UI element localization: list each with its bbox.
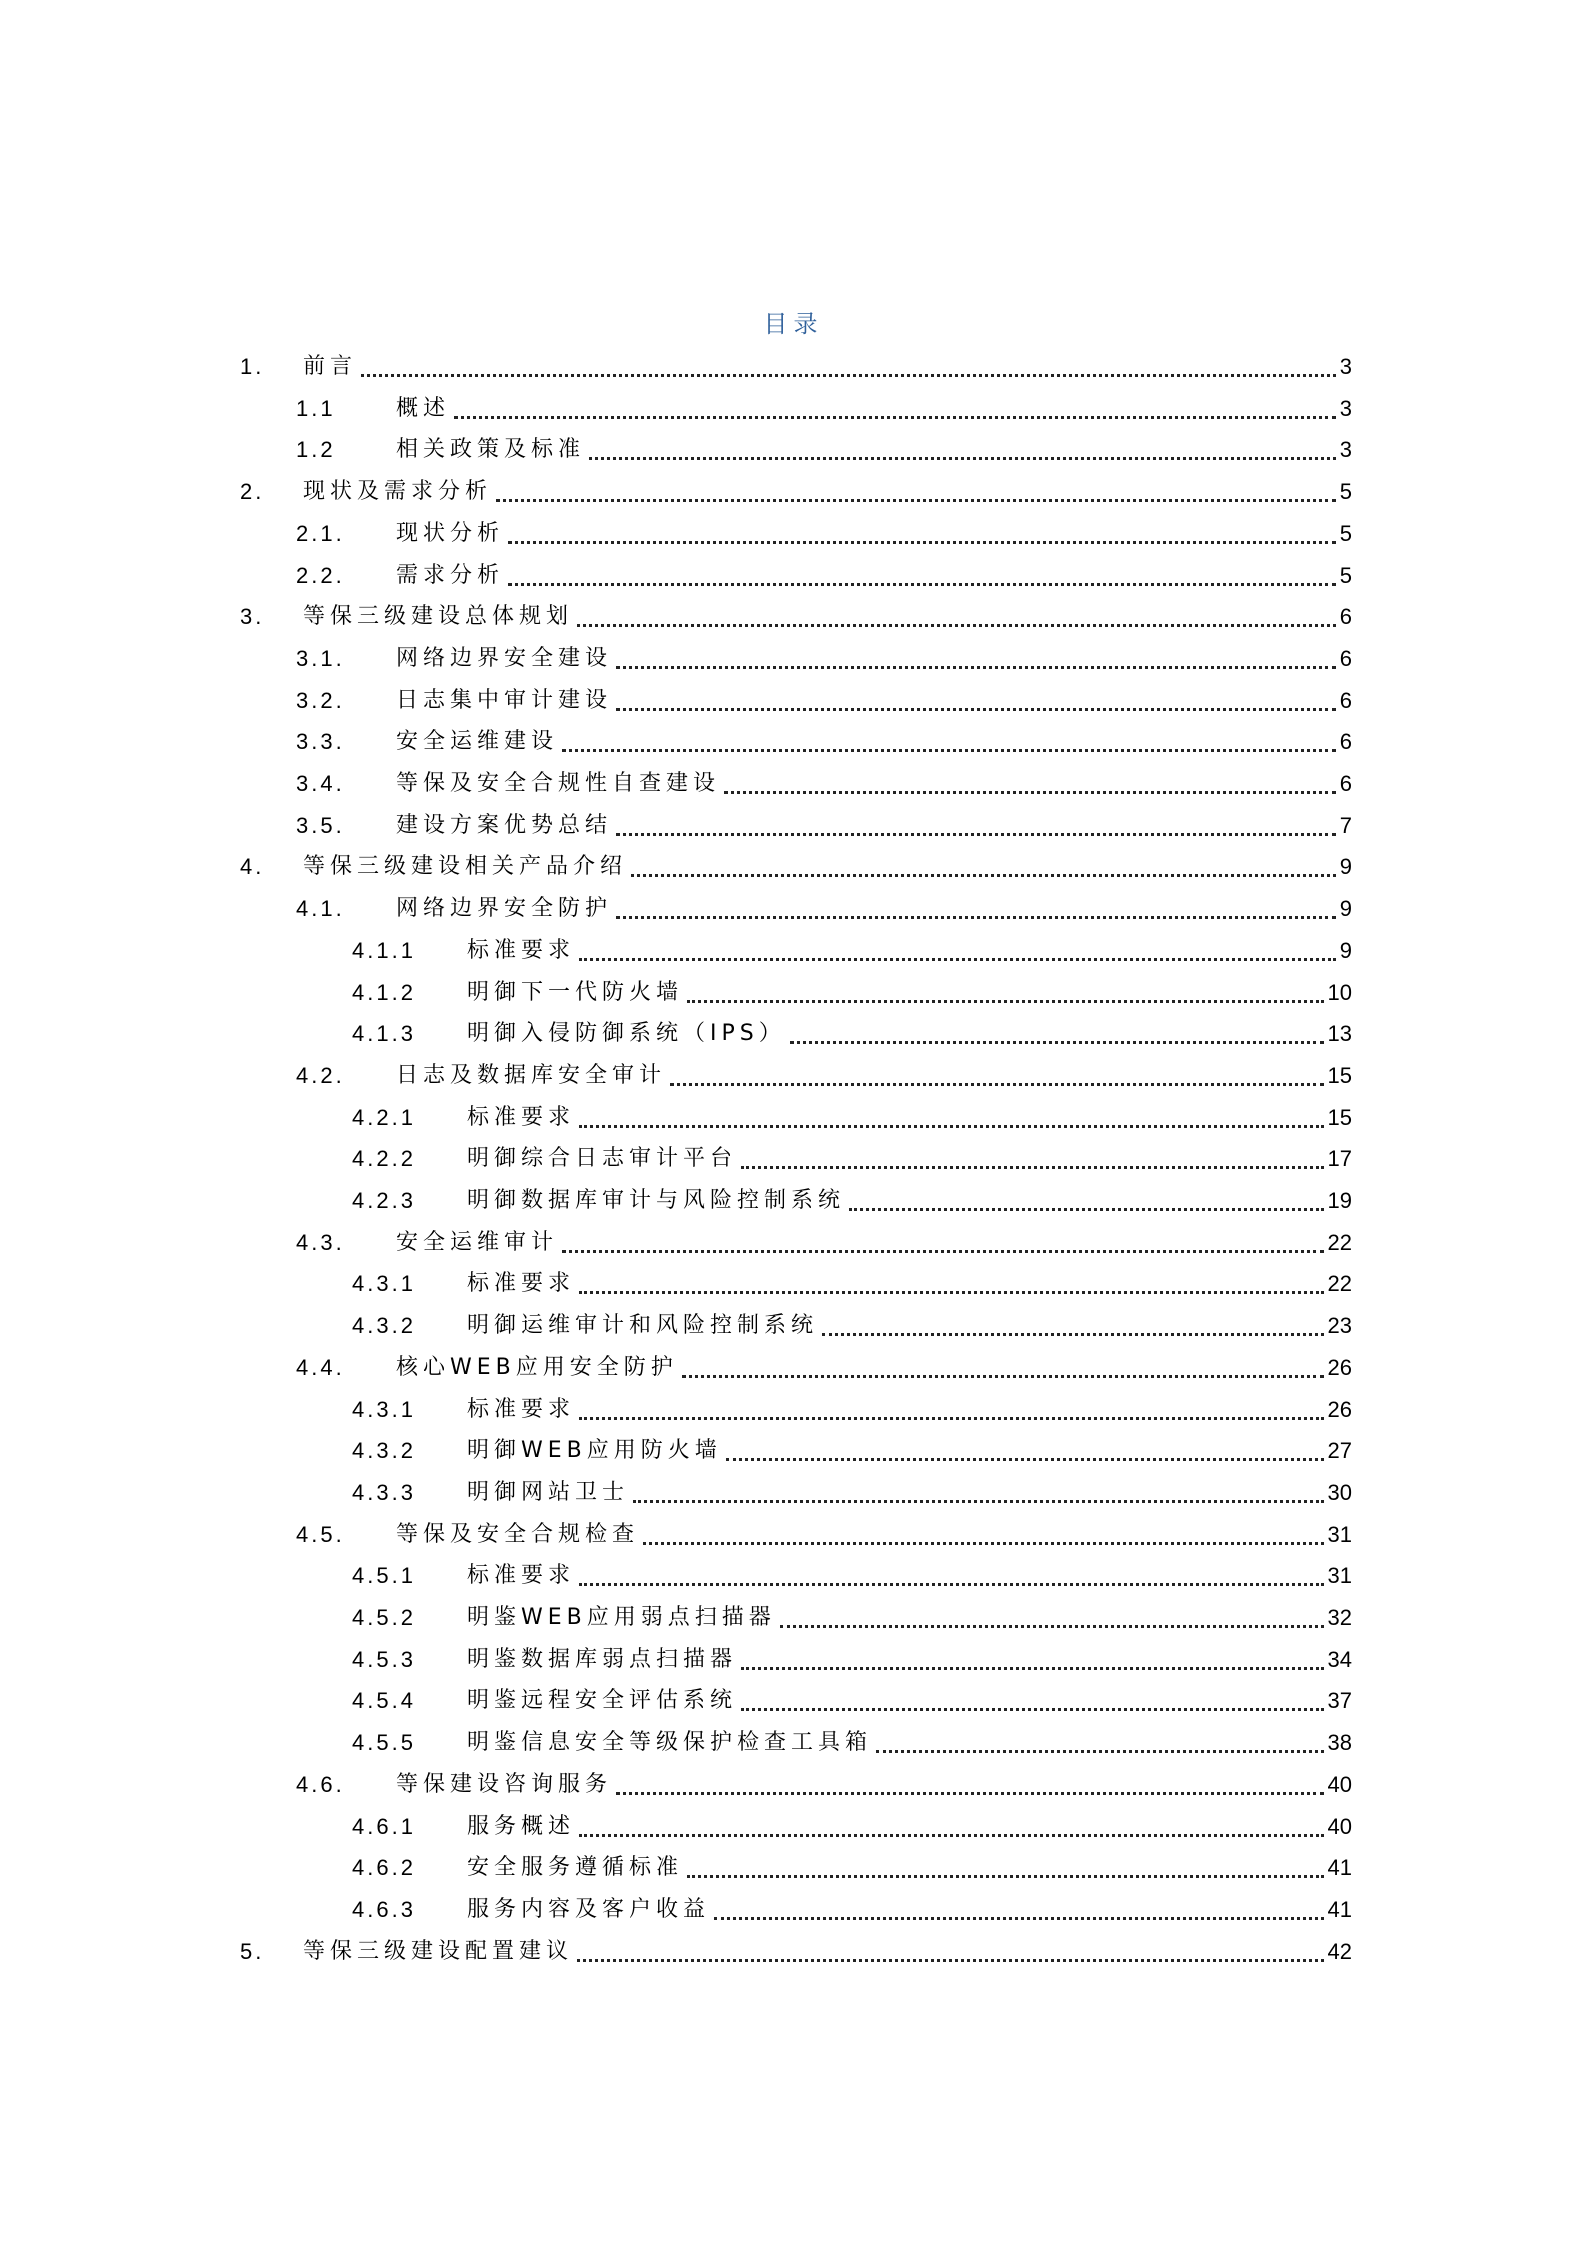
toc-entry[interactable] (0, 433, 1352, 467)
toc-entry-number: 4.3.1 (352, 1271, 416, 1297)
toc-entry-label-wrap (396, 1059, 668, 1093)
dot-leader (876, 1726, 1324, 1760)
toc-entry-title[interactable]: 明御下一代防火墙 (467, 976, 685, 1010)
toc-entry-page-number[interactable]: 17 (1326, 1142, 1352, 1176)
toc-entry-label-wrap (396, 725, 560, 759)
dot-leader (579, 1559, 1324, 1593)
toc-entry-number: 4.6.2 (352, 1855, 416, 1881)
toc-entry-title[interactable]: 概述 (396, 392, 452, 426)
dot-leader (577, 1935, 1324, 1969)
toc-entry-label-wrap (396, 642, 614, 676)
toc-entry-title[interactable]: 明御网站卫士 (467, 1476, 631, 1510)
toc-entry-page-number[interactable]: 9 (1338, 850, 1352, 884)
dot-leader (579, 1101, 1324, 1135)
toc-entry[interactable] (0, 1309, 1352, 1343)
toc-entry-title[interactable]: 标准要求 (467, 1393, 577, 1427)
toc-entry[interactable] (0, 642, 1352, 676)
dot-leader (562, 725, 1336, 759)
toc-entry-number: 1.2 (296, 437, 336, 463)
toc-entry-page-number[interactable]: 26 (1326, 1393, 1352, 1427)
toc-entry-title[interactable]: 明御入侵防御系统（IPS） (467, 1017, 788, 1051)
dot-leader (687, 1851, 1324, 1885)
dot-leader (579, 934, 1336, 968)
toc-entry-page-number[interactable]: 10 (1326, 976, 1352, 1010)
toc-entry-title[interactable]: 等保三级建设配置建议 (303, 1935, 575, 1969)
toc-entry-label-wrap (396, 1226, 560, 1260)
toc-entry-label-wrap (467, 1810, 577, 1844)
dot-leader (631, 850, 1336, 884)
toc-entry-number: 4.2.1 (352, 1104, 416, 1130)
dot-leader (577, 600, 1336, 634)
toc-entry-label-wrap (396, 433, 587, 467)
toc-entry-title[interactable]: 标准要求 (467, 1267, 577, 1301)
toc-entry-label-wrap (396, 392, 452, 426)
toc-entry-page-number[interactable]: 42 (1326, 1935, 1352, 1969)
toc-entry-title[interactable]: 日志及数据库安全审计 (396, 1059, 668, 1093)
toc-entry-number: 3.1. (296, 645, 345, 671)
toc-entry-number: 4.4. (296, 1354, 345, 1380)
toc-entry-title[interactable]: 标准要求 (467, 1101, 577, 1135)
toc-entry-label-wrap (303, 350, 359, 384)
toc-entry-number: 4.5.5 (352, 1730, 416, 1756)
dot-leader (616, 809, 1336, 843)
toc-entry-label-wrap (467, 1684, 739, 1718)
toc-entry[interactable] (0, 559, 1352, 593)
dot-leader (616, 642, 1336, 676)
toc-entry-page-number[interactable]: 27 (1326, 1434, 1352, 1468)
toc-entry[interactable] (0, 1893, 1352, 1927)
toc-entry-page-number[interactable]: 15 (1326, 1101, 1352, 1135)
toc-entry-page-number[interactable]: 22 (1326, 1267, 1352, 1301)
toc-entry-number: 4.5.3 (352, 1646, 416, 1672)
toc-entry-title[interactable]: 明御运维审计和风险控制系统 (467, 1309, 820, 1343)
toc-entry-label-wrap (467, 1601, 778, 1635)
toc-entry[interactable] (0, 684, 1352, 718)
toc-entry-page-number[interactable]: 34 (1326, 1643, 1352, 1677)
toc-entry-page-number[interactable]: 41 (1326, 1851, 1352, 1885)
dot-leader (741, 1142, 1324, 1176)
dot-leader (741, 1684, 1324, 1718)
toc-entry-page-number[interactable]: 13 (1326, 1017, 1352, 1051)
toc-entry-label-wrap (467, 1559, 577, 1593)
toc-entry-page-number[interactable]: 40 (1326, 1810, 1352, 1844)
toc-entry-number: 4.3.2 (352, 1313, 416, 1339)
toc-entry[interactable] (0, 1559, 1352, 1593)
toc-entry-label-wrap (467, 934, 577, 968)
toc-entry-number: 3.4. (296, 771, 345, 796)
dot-leader (616, 1768, 1324, 1802)
toc-entry-label-wrap (467, 1643, 739, 1677)
toc-entry-title[interactable]: 安全运维审计 (396, 1226, 560, 1260)
toc-entry-title[interactable]: 现状及需求分析 (303, 475, 494, 509)
toc-entry[interactable] (0, 809, 1352, 843)
toc-entry-page-number[interactable]: 5 (1338, 559, 1352, 593)
toc-entry-page-number[interactable]: 30 (1326, 1476, 1352, 1510)
dot-leader (562, 1226, 1324, 1260)
toc-entry-page-number[interactable]: 6 (1338, 767, 1352, 801)
toc-entry[interactable] (0, 1184, 1352, 1218)
toc-entry-title[interactable]: 等保及安全合规检查 (396, 1518, 641, 1552)
toc-entry-number: 2. (240, 479, 265, 505)
toc-entry-title[interactable]: 现状分析 (396, 517, 506, 551)
toc-entry-page-number[interactable]: 31 (1326, 1559, 1352, 1593)
toc-entry-label-wrap (396, 559, 506, 593)
toc-entry-label-wrap (303, 850, 629, 884)
toc-entry-number: 4.3.1 (352, 1396, 416, 1422)
toc-entry-label-wrap (396, 1518, 641, 1552)
toc-entry[interactable] (0, 976, 1352, 1010)
dot-leader (724, 767, 1336, 801)
toc-entry-page-number[interactable]: 15 (1326, 1059, 1352, 1093)
toc-entry[interactable] (0, 475, 1352, 509)
toc-entry-page-number[interactable]: 7 (1338, 809, 1352, 843)
toc-entry-title[interactable]: 等保三级建设相关产品介绍 (303, 850, 629, 884)
toc-entry-title[interactable]: 明鉴数据库弱点扫描器 (467, 1643, 739, 1677)
toc-entry-number: 3.5. (296, 812, 345, 838)
toc-entry[interactable] (0, 934, 1352, 968)
toc-entry-label-wrap (396, 1351, 680, 1385)
toc-entry-page-number[interactable]: 9 (1338, 892, 1352, 926)
dot-leader (849, 1184, 1324, 1218)
toc-entry[interactable] (0, 1101, 1352, 1135)
toc-entry-label-wrap (396, 809, 614, 843)
dot-leader (741, 1643, 1324, 1677)
dot-leader (616, 684, 1336, 718)
toc-entry-page-number[interactable]: 6 (1338, 600, 1352, 634)
toc-entry-label-wrap (303, 600, 575, 634)
toc-entry-label-wrap (396, 767, 722, 801)
toc-entry-label-wrap (467, 1393, 577, 1427)
toc-entry-number: 4.5. (296, 1521, 345, 1547)
toc-entry-page-number[interactable]: 3 (1338, 392, 1352, 426)
toc-entry-number: 4.1.2 (352, 979, 416, 1005)
toc-entry[interactable] (0, 1601, 1352, 1635)
toc-entry[interactable] (0, 892, 1352, 926)
toc-entry-number: 4.1.3 (352, 1021, 416, 1047)
toc-entry[interactable] (0, 350, 1352, 384)
toc-entry-label-wrap (467, 1434, 724, 1468)
toc-entry-title[interactable]: 需求分析 (396, 559, 506, 593)
toc-entry[interactable] (0, 1476, 1352, 1510)
toc-entry-title[interactable]: 安全运维建设 (396, 725, 560, 759)
dot-leader (496, 475, 1336, 509)
toc-entry-title[interactable]: 前言 (303, 350, 359, 384)
toc-entry-label-wrap (467, 1017, 788, 1051)
toc-entry[interactable] (0, 1351, 1352, 1385)
toc-entry-number: 4.1.1 (352, 937, 416, 963)
toc-entry-page-number[interactable]: 31 (1326, 1518, 1352, 1552)
toc-entry-number: 4.5.1 (352, 1563, 416, 1589)
toc-entry-title[interactable]: 网络边界安全防护 (396, 892, 614, 926)
dot-leader (579, 1267, 1324, 1301)
toc-entry[interactable] (0, 1142, 1352, 1176)
toc-entry-title[interactable]: 明鉴信息安全等级保护检查工具箱 (467, 1726, 874, 1760)
toc-entry-page-number[interactable]: 26 (1326, 1351, 1352, 1385)
toc-entry[interactable] (0, 1267, 1352, 1301)
toc-entry-title[interactable]: 明御WEB应用防火墙 (467, 1434, 724, 1468)
toc-entry-title[interactable]: 明鉴WEB应用弱点扫描器 (467, 1601, 778, 1635)
toc-entry-page-number[interactable]: 19 (1326, 1184, 1352, 1218)
toc-entry[interactable] (0, 725, 1352, 759)
toc-entry-page-number[interactable]: 3 (1338, 433, 1352, 467)
toc-entry-title[interactable]: 明御数据库审计与风险控制系统 (467, 1184, 847, 1218)
toc-entry-number: 4.3.2 (352, 1438, 416, 1464)
dot-leader (714, 1893, 1324, 1927)
toc-entry-page-number[interactable]: 5 (1338, 517, 1352, 551)
toc-entry-number: 1.1 (296, 395, 336, 421)
toc-entry-title[interactable]: 建设方案优势总结 (396, 809, 614, 843)
toc-entry-page-number[interactable]: 23 (1326, 1309, 1352, 1343)
toc-entry-title[interactable]: 等保及安全合规性自查建设 (396, 767, 722, 801)
toc-entry-page-number[interactable]: 38 (1326, 1726, 1352, 1760)
toc-entry-label-wrap (467, 1851, 685, 1885)
toc-entry-page-number[interactable]: 6 (1338, 725, 1352, 759)
toc-entry-number: 4.1. (296, 896, 345, 922)
toc-entry-number: 4.5.4 (352, 1688, 416, 1714)
toc-entry-title[interactable]: 网络边界安全建设 (396, 642, 614, 676)
dot-leader (726, 1434, 1324, 1468)
toc-entry[interactable] (0, 1851, 1352, 1885)
toc-entry-number: 3.2. (296, 687, 345, 713)
toc-entry-number: 4.5.2 (352, 1605, 416, 1630)
toc-entry-number: 4. (240, 854, 265, 880)
toc-entry-page-number[interactable]: 37 (1326, 1684, 1352, 1718)
toc-entry[interactable] (0, 1643, 1352, 1677)
dot-leader (579, 1393, 1324, 1427)
toc-entry-label-wrap (467, 1142, 739, 1176)
toc-entry-title[interactable]: 服务概述 (467, 1810, 577, 1844)
toc-entry-title[interactable]: 服务内容及客户收益 (467, 1893, 712, 1927)
toc-entry-label-wrap (467, 1309, 820, 1343)
toc-entry-title[interactable]: 日志集中审计建设 (396, 684, 614, 718)
dot-leader (687, 976, 1324, 1010)
dot-leader (579, 1810, 1324, 1844)
toc-entry-page-number[interactable]: 40 (1326, 1768, 1352, 1802)
toc-entry-label-wrap (467, 1476, 631, 1510)
toc-entry-page-number[interactable]: 32 (1326, 1601, 1352, 1635)
dot-leader (633, 1476, 1324, 1510)
dot-leader (780, 1601, 1324, 1635)
toc-title: 目录 (763, 310, 824, 338)
toc-entry-label-wrap (467, 1184, 847, 1218)
toc-entry[interactable] (0, 1684, 1352, 1718)
toc-entry-number: 4.6. (296, 1771, 345, 1797)
toc-entry-number: 2.2. (296, 562, 345, 588)
toc-entry-number: 3. (240, 604, 265, 630)
toc-entry-number: 2.1. (296, 520, 345, 546)
dot-leader (822, 1309, 1324, 1343)
toc-entry[interactable] (0, 1017, 1352, 1051)
toc-entry-label-wrap (396, 517, 506, 551)
toc-entry-title[interactable]: 相关政策及标准 (396, 433, 587, 467)
dot-leader (643, 1518, 1324, 1552)
toc-entry[interactable] (0, 1393, 1352, 1427)
toc-entry[interactable] (0, 1059, 1352, 1093)
toc-entry-number: 4.6.3 (352, 1896, 416, 1922)
toc-entry-number: 4.6.1 (352, 1813, 416, 1839)
toc-entry-page-number[interactable]: 41 (1326, 1893, 1352, 1927)
toc-entry[interactable] (0, 1935, 1352, 1969)
toc-entry-title[interactable]: 等保建设咨询服务 (396, 1768, 614, 1802)
toc-entry-label-wrap (396, 1768, 614, 1802)
toc-entry-page-number[interactable]: 6 (1338, 642, 1352, 676)
toc-entry-label-wrap (467, 976, 685, 1010)
toc-entry-number: 4.3. (296, 1229, 345, 1255)
dot-leader (508, 559, 1336, 593)
toc-entry-label-wrap (396, 684, 614, 718)
toc-entry[interactable] (0, 850, 1352, 884)
toc-entry-number: 3.3. (296, 729, 345, 755)
dot-leader (616, 892, 1336, 926)
toc-entry-number: 4.3.3 (352, 1479, 416, 1505)
toc-entry-page-number[interactable]: 6 (1338, 684, 1352, 718)
toc-entry-title[interactable]: 明鉴远程安全评估系统 (467, 1684, 739, 1718)
toc-entry-label-wrap (467, 1267, 577, 1301)
toc-entry-page-number[interactable]: 9 (1338, 934, 1352, 968)
toc-entry[interactable] (0, 517, 1352, 551)
toc-entry-number: 4.2.3 (352, 1188, 416, 1213)
toc-entry[interactable] (0, 1726, 1352, 1760)
toc-entry-title[interactable]: 安全服务遵循标准 (467, 1851, 685, 1885)
toc-entry-label-wrap (467, 1893, 712, 1927)
toc-entry-title[interactable]: 明御综合日志审计平台 (467, 1142, 739, 1176)
dot-leader (790, 1017, 1324, 1051)
toc-entry-label-wrap (467, 1101, 577, 1135)
dot-leader (589, 433, 1336, 467)
toc-entry-title[interactable]: 标准要求 (467, 934, 577, 968)
toc-entry[interactable] (0, 1518, 1352, 1552)
toc-entry-number: 5. (240, 1938, 265, 1964)
dot-leader (670, 1059, 1324, 1093)
toc-entry[interactable] (0, 1768, 1352, 1802)
toc-entry-title[interactable]: 核心WEB应用安全防护 (396, 1351, 680, 1385)
toc-entry-title[interactable]: 等保三级建设总体规划 (303, 600, 575, 634)
toc-entry[interactable] (0, 600, 1352, 634)
toc-entry-number: 4.2. (296, 1062, 345, 1088)
toc-entry-label-wrap (467, 1726, 874, 1760)
toc-entry[interactable] (0, 767, 1352, 801)
toc-entry[interactable] (0, 1434, 1352, 1468)
toc-entry-title[interactable]: 标准要求 (467, 1559, 577, 1593)
toc-entry[interactable] (0, 1810, 1352, 1844)
toc-entry-page-number[interactable]: 22 (1326, 1226, 1352, 1260)
toc-entry[interactable] (0, 392, 1352, 426)
dot-leader (361, 350, 1336, 384)
dot-leader (454, 392, 1336, 426)
toc-entry-page-number[interactable]: 3 (1338, 350, 1352, 384)
toc-entry-label-wrap (396, 892, 614, 926)
dot-leader (682, 1351, 1324, 1385)
dot-leader (508, 517, 1336, 551)
toc-entry-page-number[interactable]: 5 (1338, 475, 1352, 509)
toc-entry-number: 1. (240, 354, 265, 379)
toc-entry[interactable] (0, 1226, 1352, 1260)
toc-entry-label-wrap (303, 475, 494, 509)
toc-entry-number: 4.2.2 (352, 1146, 416, 1172)
toc-entry-label-wrap (303, 1935, 575, 1969)
